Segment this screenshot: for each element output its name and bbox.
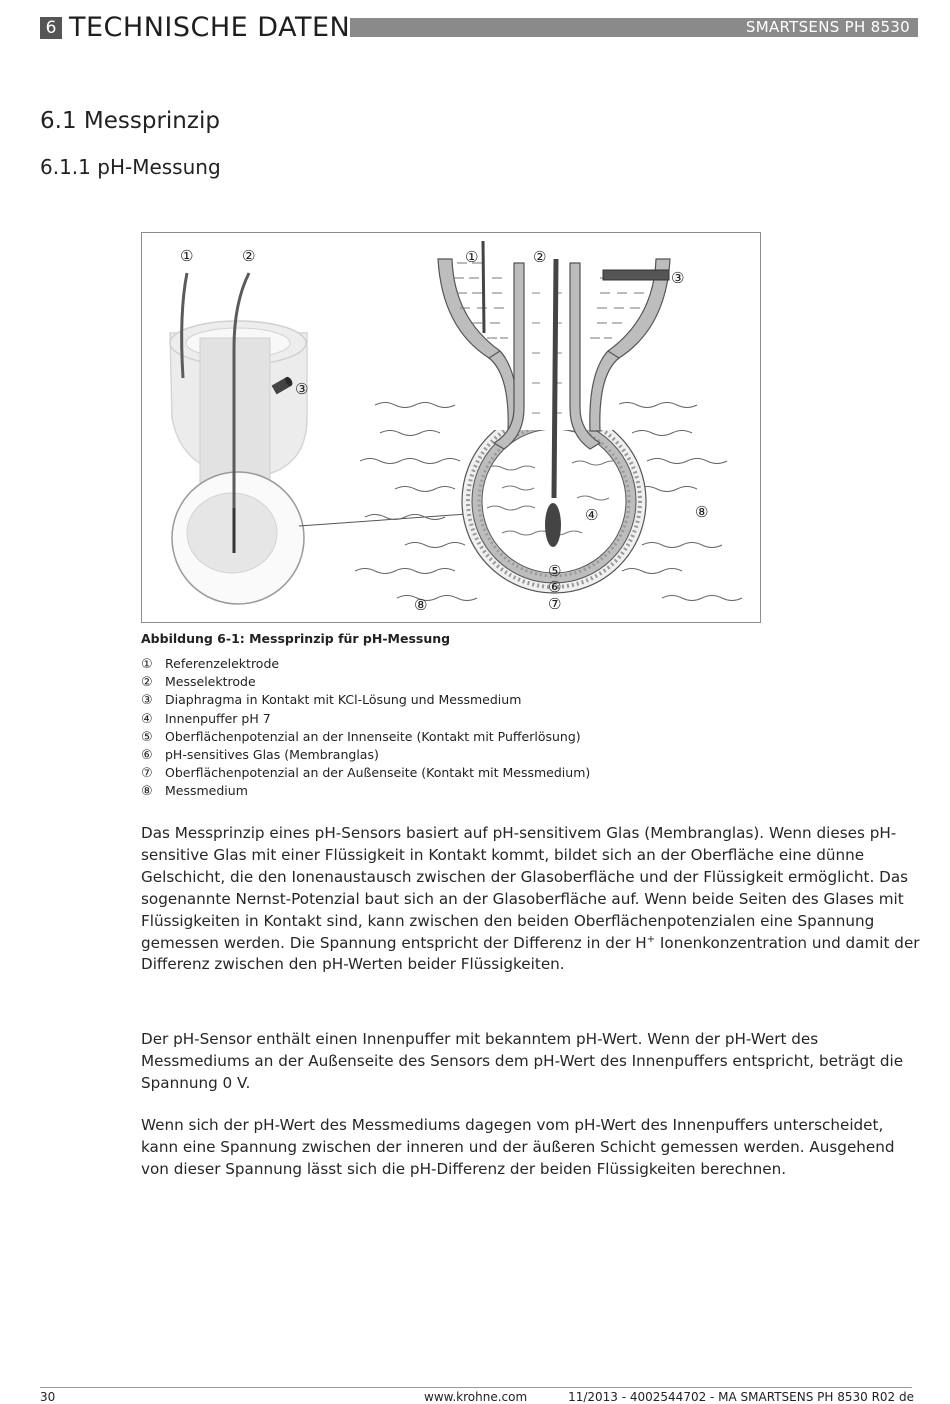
legend-number: ⑦ (141, 766, 153, 782)
legend-item (141, 691, 590, 709)
body-paragraph-3: Wenn sich der pH-Wert des Messmediums dagegen vom pH-Wert des Innenpuffers unterscheidet, kann eine Spannung zwischen der inneren und der äußeren Schicht gemessen werden. Ausgehend von dieser Spannung lässt sich die pH-Differenz der beiden Flüssigkeiten berechnen. (141, 1116, 895, 1178)
electrode-3d-drawing (170, 273, 467, 604)
legend-number: ③ (141, 693, 153, 709)
chapter-number: 6 (40, 17, 62, 39)
paragraph-text: Ionenkonzentration und damit der Differenz zwischen den pH-Werten beider Flüssigkeiten. (141, 933, 920, 974)
ph-sensor-illustration (142, 233, 762, 624)
footer-divider (40, 1387, 912, 1388)
chapter-title: TECHNISCHE DATEN (69, 12, 351, 43)
header-bar (350, 18, 918, 37)
footer-link[interactable]: www.krohne.com (424, 1390, 528, 1404)
product-name: SMARTSENS PH 8530 (745, 18, 910, 36)
legend-item (141, 673, 590, 691)
marker-1: ① (180, 247, 194, 265)
body-paragraph-1 (141, 823, 921, 976)
figure-caption: Abbildung 6-1: Messprinzip für pH-Messung (141, 631, 451, 646)
body-paragraph-2: Der pH-Sensor enthält einen Innenpuffer mit bekanntem pH-Wert. Wenn der pH-Wert des Messmediums an der Außenseite des Sensors dem pH-Wert des Innenpuffers entspricht, beträgt die Spannung 0 V. (141, 1030, 904, 1092)
legend-text: Innenpuffer pH 7 (165, 710, 271, 726)
paragraph-text: Das Messprinzip eines pH-Sensors basiert auf pH-sensitivem Glas (Membranglas). Wenn dieses pH-sensitive Glas mit einer Flüssigkeit in Kontakt kommt, bildet sich an der Oberfläche eine dünne Gelschicht, die den Ionenaustausch zwischen der Glasoberfläche und der Flüssigkeit ermöglicht. Das sogenannte Nernst-Potenzial baut sich an der Glasoberfläche auf. Wenn beide Seiten des Glases mit Flüssigkeiten in Kontakt sind, kann zwischen den beiden Oberflächenpotenzialen eine Spannung gemessen werden. Die Spannung entspricht der Differenz in der H (141, 824, 909, 952)
legend-number: ⑤ (141, 729, 153, 745)
subsection-title: 6.1.1 pH-Messung (40, 155, 221, 179)
legend-text: Messmedium (165, 783, 248, 799)
legend-text: Diaphragma in Kontakt mit KCl-Lösung und Messmedium (165, 692, 522, 708)
legend-text: Oberflächenpotenzial an der Außenseite (Kontakt mit Messmedium) (165, 765, 591, 781)
legend-item (141, 655, 590, 673)
page-number: 30 (40, 1390, 56, 1404)
legend-number: ⑥ (141, 747, 153, 763)
ph-measurement-figure (141, 232, 761, 623)
marker-5: ⑤ (548, 562, 562, 580)
marker-3-section: ③ (671, 269, 685, 287)
marker-3: ③ (295, 380, 309, 398)
page-header (40, 14, 918, 42)
legend-item (141, 710, 590, 728)
legend-item (141, 746, 590, 764)
legend-number: ④ (141, 711, 153, 727)
legend-number: ① (141, 657, 153, 672)
marker-2: ② (242, 247, 256, 265)
legend-number: ② (141, 675, 153, 691)
legend-text: Oberflächenpotenzial an der Innenseite (Kontakt mit Pufferlösung) (165, 728, 581, 744)
marker-6: ⑥ (548, 578, 562, 596)
marker-2-section: ② (533, 248, 547, 266)
legend-item (141, 782, 590, 800)
marker-4: ④ (585, 506, 599, 524)
legend-text: pH-sensitives Glas (Membranglas) (165, 746, 379, 762)
marker-8-right: ⑧ (695, 503, 709, 521)
legend-item (141, 728, 590, 746)
section-title: 6.1 Messprinzip (40, 108, 220, 134)
electrode-cross-section (355, 241, 742, 601)
superscript-plus: + (646, 933, 656, 945)
marker-7: ⑦ (548, 595, 562, 613)
legend-item (141, 764, 590, 782)
marker-1-section: ① (465, 248, 479, 266)
marker-8-left: ⑧ (414, 596, 428, 614)
legend-number: ⑧ (141, 784, 153, 800)
legend-text: Referenzelektrode (165, 656, 280, 671)
document-reference: 11/2013 - 4002544702 - MA SMARTSENS PH 8530 R02 de (568, 1390, 914, 1404)
legend-text: Messelektrode (165, 674, 256, 690)
figure-legend (141, 655, 590, 801)
